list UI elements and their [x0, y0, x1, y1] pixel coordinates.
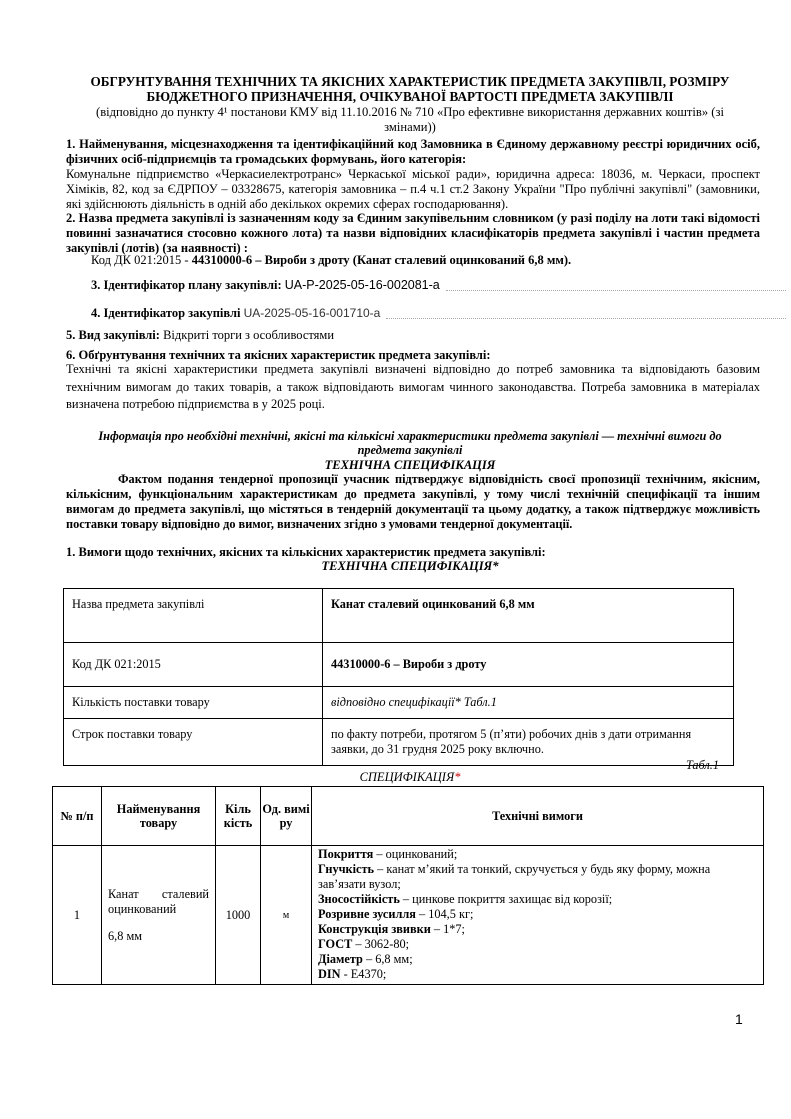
page-number: 1 — [735, 1011, 743, 1027]
procurement-id-value: UA-2025-05-16-001710-a — [243, 306, 381, 320]
header-unit: Од. вимі ру — [261, 787, 312, 846]
section-2-heading: 2. Назва предмета закупівлі із зазначенням коду за Єдиним закупівельним словником (у разі поділу на лоти такі відомості повинні зазначатися стосовно кожного лота) та назви відповідних класифікаторів предмета закупівлі і частин предмета закупівлі (лотів) (за наявності) : — [66, 211, 760, 255]
table-row — [64, 719, 734, 766]
table-cell-value: по факту потреби, протягом 5 (п’яти) робочих днів з дати отримання заявки, до 31 грудня 2025 року включно. — [323, 719, 734, 766]
table-header-row — [53, 787, 764, 846]
specification-table — [52, 786, 764, 985]
req-flexibility: Гнучкість – канат м’який та тонкий, скручується у будь яку форму, можна зав’язати вузол; — [318, 862, 711, 891]
table-reference: Табл.1 — [686, 758, 720, 772]
procurement-id-label: 4. Ідентифікатор закупівлі — [91, 306, 244, 320]
header-requirements: Технічні вимоги — [312, 787, 764, 846]
document-title: ОБГРУНТУВАННЯ ТЕХНІЧНИХ ТА ЯКІСНИХ ХАРАКТЕРИСТИК ПРЕДМЕТА ЗАКУПІВЛІ, РОЗМІРУ БЮДЖЕТНОГО ПРИЗНАЧЕННЯ, ОЧІКУВАНОЇ ВАРТОСТІ ПРЕДМЕТА ЗАКУПІВЛІ — [90, 74, 730, 104]
specification-star: * — [454, 770, 461, 784]
row-name-line-1: Канат сталевий оцинкований — [108, 886, 209, 916]
table-row — [64, 589, 734, 643]
row-num: 1 — [53, 846, 102, 985]
table-cell-label: Строк поставки товару — [64, 719, 323, 766]
document-subtitle: (відповідно до пункту 4¹ постанови КМУ від 11.10.2016 № 710 «Про ефективне використання державних коштів» (зі змінами)) — [96, 105, 724, 134]
spec-heading-2: ТЕХНІЧНА СПЕЦИФІКАЦІЯ* — [321, 559, 499, 573]
code-value: 44310000-6 – Вироби з дроту (Канат сталевий оцинкований 6,8 мм). — [191, 253, 572, 267]
code-prefix: Код ДК 021:2015 - — [91, 253, 192, 267]
section-4 — [91, 306, 380, 321]
plan-id-label: 3. Ідентифікатор плану закупівлі: — [91, 278, 285, 292]
req-diameter: Діаметр – 6,8 мм; — [318, 952, 413, 966]
summary-table — [63, 588, 734, 766]
dotted-divider — [446, 290, 786, 291]
req-coating: Покриття – оцинкований; — [318, 847, 458, 861]
section-1-heading: 1. Найменування, місцезнаходження та ідентифікаційний код Замовника в Єдиному державному реєстрі юридичних осіб, фізичних осіб-підприємців та громадських формувань, його категорія: — [66, 137, 760, 166]
row-qty: 1000 — [216, 846, 261, 985]
table-cell-value: Канат сталевий оцинкований 6,8 мм — [323, 589, 734, 643]
section-6-heading: 6. Обґрунтування технічних та якісних характеристик предмета закупівлі: — [66, 348, 491, 362]
plan-id-value: UA-P-2025-05-16-002081-a — [284, 278, 440, 292]
row-unit: м — [261, 846, 312, 985]
section-2-code — [91, 253, 571, 268]
req-construction: Конструкція звивки – 1*7; — [318, 922, 465, 936]
specification-heading-text: СПЕЦИФІКАЦІЯ — [359, 770, 455, 784]
dotted-divider — [386, 318, 786, 319]
table-row — [53, 846, 764, 985]
req-breaking-force: Розривне зусилля – 104,5 кг; — [318, 907, 474, 921]
section-3 — [91, 278, 440, 293]
table-cell-value: 44310000-6 – Вироби з дроту — [323, 643, 734, 687]
section-1-body: Комунальне підприємство «Черкасиелектротранс» Черкаської міської ради», юридична адреса: 18036, м. Черкаси, проспект Хіміків, 82, код за ЄДРПОУ – 03328675, категорія замовника – п.4 ч.1 ст.2 Закону України "Про публічні закупівлі" (замовники, які здійснюють діяльність в одній або декількох окремих сферах господарювання). — [66, 167, 760, 211]
table-cell-value: відповідно специфікації* Табл.1 — [323, 687, 734, 719]
header-qty: Кіль кість — [216, 787, 261, 846]
header-num: № п/п — [53, 787, 102, 846]
row-name-line-2: 6,8 мм — [108, 928, 143, 943]
section-5 — [66, 328, 334, 343]
procurement-type-value: Відкриті торги з особливостями — [163, 328, 335, 342]
fact-paragraph: Фактом подання тендерної пропозиції учасник підтверджує відповідність своєї пропозиції технічним, якісним, кількісним, функціональним характеристикам до предмета закупівлі, у тому числі технічній специфікації та іншим вимогам до предмета закупівлі, що містяться в тендерній документації та цьому додатку, а також підтверджує можливість поставки товару відповідно до вимог, визначених згідно з умовами тендерної документації. — [66, 472, 760, 531]
req-din: DIN - E4370; — [318, 967, 387, 981]
header-name: Найменування товару — [102, 787, 216, 846]
specification-heading — [70, 770, 750, 785]
table-cell-label: Кількість поставки товару — [64, 687, 323, 719]
requirements-heading: 1. Вимоги щодо технічних, якісних та кількісних характеристик предмета закупівлі: — [66, 545, 546, 559]
table-row — [64, 687, 734, 719]
spec-heading: ТЕХНІЧНА СПЕЦИФІКАЦІЯ — [324, 458, 496, 472]
section-6-body: Технічні та якісні характеристики предмета закупівлі визначені відповідно до потреб замовника та відповідають базовим технічним вимогам до таких товарів, а також відповідають вимогам чинного законодавства. Потреба замовника в матеріалах визначена потребою підприємства в у 2025 році. — [66, 362, 760, 411]
table-cell-label: Назва предмета закупівлі — [64, 589, 323, 643]
req-gost: ГОСТ – 3062-80; — [318, 937, 410, 951]
table-row — [64, 643, 734, 687]
row-requirements — [312, 846, 764, 985]
table-cell-label: Код ДК 021:2015 — [64, 643, 323, 687]
req-wear-resistance: Зносостійкість – цинкове покриття захищає від корозії; — [318, 892, 613, 906]
row-name — [102, 846, 216, 985]
procurement-type-label: 5. Вид закупівлі: — [66, 328, 164, 342]
info-heading: Інформація про необхідні технічні, якісні та кількісні характеристики предмета закупівлі — технічні вимоги до предмета закупівлі — [98, 429, 722, 457]
